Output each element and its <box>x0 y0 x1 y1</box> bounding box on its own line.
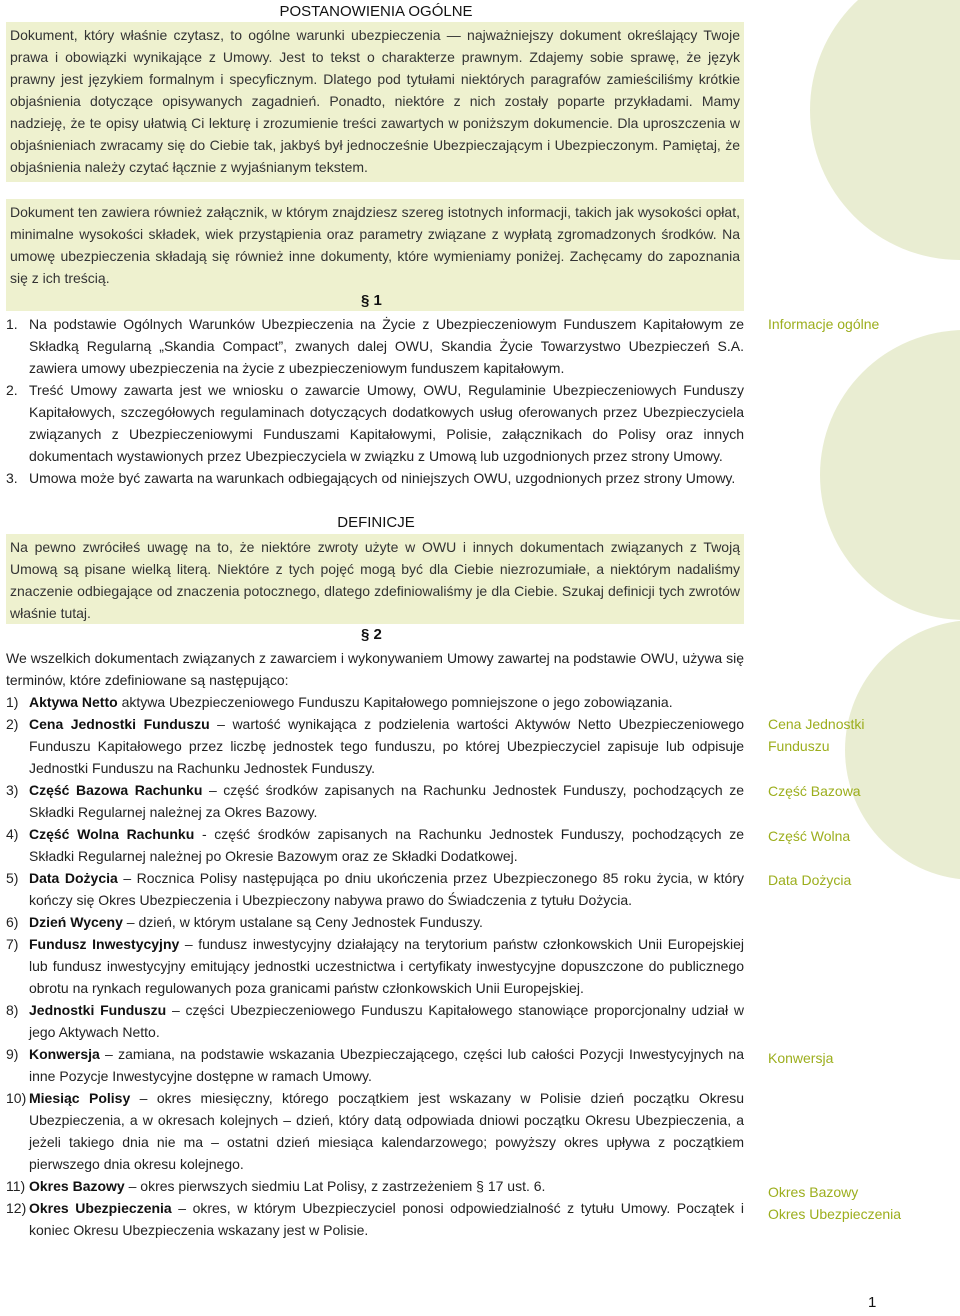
sidebar-note-okres-bazowy: Okres Bazowy <box>768 1184 859 1200</box>
definition-text: – wartość wynikająca z podzielenia wartości Aktywów Netto Ubezpieczeniowego Funduszu Kapitałowego przez liczbę jednostek tego funduszu, po której Ubezpieczyciel zapisuje lub odpisuje Jednostki Funduszu na Rachunku Jednostek Funduszy. <box>29 716 744 776</box>
definition-item <box>6 1175 744 1197</box>
definition-item <box>6 1087 744 1175</box>
paragraph-symbol-1: § 1 <box>361 292 382 309</box>
definition-item <box>6 1197 744 1241</box>
definition-number: 3) <box>6 782 19 798</box>
definition-term: Fundusz Inwestycyjny <box>29 936 180 952</box>
definition-term: Okres Bazowy <box>29 1178 125 1194</box>
definition-number: 2) <box>6 716 19 732</box>
definition-number: 8) <box>6 1002 19 1018</box>
definition-number: 10) <box>6 1090 27 1106</box>
definition-text: aktywa Ubezpieczeniowego Funduszu Kapitałowego pomniejszone o jego zobowiązania. <box>117 694 673 710</box>
item-number: 1. <box>6 316 18 332</box>
definition-text: – okres miesięczny, którego początkiem jest wskazany w Polisie dzień początku Okresu Ubezpieczenia, a w okresach kolejnych – dzień, który datą odpowiada dniowi początku Okresu Ubezpieczenia, a jeżeli takiego dnia nie ma – ostatni dzień miesiąca kalendarzowego; powyższy okres upływa z początkiem pierwszego dnia okresu kolejnego. <box>29 1090 745 1172</box>
sidebar-note-czesc-bazowa: Część Bazowa <box>768 783 861 799</box>
sidebar-note-cena-line2: Funduszu <box>768 738 830 754</box>
item-number: 3. <box>6 470 18 486</box>
definition-term: Część Bazowa Rachunku <box>29 782 203 798</box>
decorative-circle-middle <box>820 330 960 620</box>
definition-number: 5) <box>6 870 19 886</box>
definition-item <box>6 713 744 779</box>
definition-item <box>6 823 744 867</box>
definition-text: - część środków zapisanych na Rachunku Jednostek Funduszy, pochodzących ze Składki Regularnej należnej po Okresie Bazowym oraz ze Składki Dodatkowej. <box>29 826 744 864</box>
definition-term: Aktywa Netto <box>29 694 118 710</box>
definition-number: 4) <box>6 826 19 842</box>
definition-number: 7) <box>6 936 19 952</box>
explanation-text: Dokument, który właśnie czytasz, to ogólne warunki ubezpieczenia — najważniejszy dokument określający Twoje prawa i obowiązki wynikające z Umowy. Jest to tekst o charakterze prawnym. Zdajemy sobie sprawę, że język prawny jest językiem formalnym i specyficznym. Dlatego pod tytułami niektórych paragrafów zamieściliśmy krótkie objaśnienia dotyczące opisywanych zagadnień. Ponadto, niektóre z nich zostały poparte przykładami. Mamy nadzieję, że te opisy ułatwią Ci lekturę i zrozumienie treści zawartych w poniższym dokumencie. Dla uproszczenia w objaśnieniach zwracamy się do Ciebie tak, jakbyś był jednocześnie Ubezpieczającym i Ubezpieczonym. Pamiętaj, że objaśnienia należy czytać łącznie z wyjaśnianym tekstem. <box>10 27 740 175</box>
definition-text: – okres, w którym Ubezpieczyciel ponosi odpowiedzialność z tytułu Umowy. Początek i koniec Okresu Ubezpieczenia wskazany jest w Polisie. <box>29 1200 744 1238</box>
sidebar-note-okres-ubezpieczenia: Okres Ubezpieczenia <box>768 1206 902 1222</box>
definition-term: Okres Ubezpieczenia <box>29 1200 172 1216</box>
item-text: Na podstawie Ogólnych Warunków Ubezpieczenia na Życie z Ubezpieczeniowym Funduszem Kapitałowym ze Składką Regularną „Skandia Compact”, zwanych dalej OWU, Skandia Życie Towarzystwo Ubezpieczeń S.A. zawiera umowy ubezpieczenia na życie z ubezpieczeniowym funduszem kapitałowym. <box>29 316 744 376</box>
explanation-text: Dokument ten zawiera również załącznik, w którym znajdziesz szereg istotnych informacji, takich jak wysokości opłat, minimalne wysokości składek, wiek przystąpienia oraz parametry związane z wypłatą zgromadzonych środków. Na umowę ubezpieczenia składają się również inne dokumenty, które wymieniamy poniżej. Zachęcamy do zapoznania się z ich treścią. <box>10 204 740 286</box>
definition-term: Data Dożycia <box>29 870 118 886</box>
definition-text: – Rocznica Polisy następująca po dniu ukończenia przez Ubezpieczonego 85 roku życia, w który kończy się Okres Ubezpieczenia i Ubezpieczony nabywa prawo do Świadczenia z tytułu Dożycia. <box>29 870 744 908</box>
item-number: 2. <box>6 382 18 398</box>
item-text: Umowa może być zawarta na warunkach odbiegających od niniejszych OWU, uzgodnionych przez strony Umowy. <box>29 470 736 486</box>
definition-term: Konwersja <box>29 1046 100 1062</box>
definition-text: – zamiana, na podstawie wskazania Ubezpieczającego, części lub całości Pozycji Inwestycyjnych na inne Pozycje Inwestycyjne dostępne w ramach Umowy. <box>29 1046 744 1084</box>
decorative-circle-top <box>810 0 960 260</box>
list-item <box>6 313 744 379</box>
sidebar-note-data-dozycia: Data Dożycia <box>768 872 852 888</box>
decorative-circle-lower <box>845 620 960 880</box>
explanation-box-intro <box>6 22 744 182</box>
sidebar-note-czesc-wolna: Część Wolna <box>768 828 851 844</box>
definitions-intro: We wszelkich dokumentach związanych z zawarciem i wykonywaniem Umowy zawartej na podstawie OWU, używa się terminów, które zdefiniowane są następująco: <box>6 650 744 688</box>
list-item <box>6 467 744 489</box>
definition-number: 11) <box>6 1178 26 1194</box>
definition-text: – okres pierwszych siedmiu Lat Polisy, z zastrzeżeniem § 17 ust. 6. <box>124 1178 546 1194</box>
definitions-block <box>6 647 744 1241</box>
item-text: Treść Umowy zawarta jest we wniosku o zawarcie Umowy, OWU, Regulaminie Ubezpieczeniowych Funduszy Kapitałowych, szczegółowych regulaminach dotyczących dodatkowych usług oferowanych przez Ubezpieczyciela związanych z Ubezpieczeniowymi Funduszami Kapitałowymi, Polisie, załącznikach do Polisy oraz innych dokumentach wystawionych przez Ubezpieczyciela w związku z Umową lub uzgodnionych przez strony Umowy. <box>29 382 744 464</box>
page-number: 1 <box>868 1294 877 1311</box>
definition-term: Jednostki Funduszu <box>29 1002 167 1018</box>
section1-list <box>6 313 744 489</box>
definition-term: Miesiąc Polisy <box>29 1090 131 1106</box>
definition-text: – fundusz inwestycyjny działający na terytorium państw członkowskich Unii Europejskiej lub fundusz inwestycyjny emitujący jednostki uczestnictwa i certyfikaty inwestycyjne dopuszczone do publicznego obrotu na rynkach regulowanych poza granicami państw członkowskich Unii Europejskiej. <box>29 936 744 996</box>
definition-text: – część środków zapisanych na Rachunku Jednostek Funduszy, pochodzących ze Składki Regularnej należnej za Okres Bazowy. <box>29 782 744 820</box>
section-header-general: POSTANOWIENIA OGÓLNE <box>279 3 473 20</box>
definition-item <box>6 1043 744 1087</box>
definition-term: Część Wolna Rachunku <box>29 826 195 842</box>
sidebar-note-konwersja: Konwersja <box>768 1050 834 1066</box>
definition-number: 6) <box>6 914 19 930</box>
definition-number: 1) <box>6 694 19 710</box>
list-item <box>6 379 744 467</box>
definition-item <box>6 999 744 1043</box>
section-header-definitions: DEFINICJE <box>337 514 415 531</box>
definition-item <box>6 691 744 713</box>
definition-number: 12) <box>6 1200 27 1216</box>
sidebar-note-general: Informacje ogólne <box>768 316 880 332</box>
explanation-box-definitions <box>6 534 744 624</box>
definition-text: – dzień, w którym ustalane są Ceny Jednostek Funduszy. <box>122 914 483 930</box>
sidebar-note-cena-line1: Cena Jednostki <box>768 716 865 732</box>
definition-item <box>6 779 744 823</box>
definition-item <box>6 867 744 911</box>
definition-term: Cena Jednostki Funduszu <box>29 716 210 732</box>
definition-item <box>6 911 744 933</box>
explanation-text: Na pewno zwróciłeś uwagę na to, że niektóre zwroty użyte w OWU i innych dokumentach związanych z Twoją Umową są pisane wielką literą. Niektóre z tych pojęć mogą być dla Ciebie niezrozumiałe, a niektórym nadaliśmy znaczenie odbiegające od znaczenia potocznego, dlatego zdefiniowaliśmy je dla Ciebie. Szukaj definicji tych zwrotów właśnie tutaj. <box>10 539 740 621</box>
paragraph-symbol-2: § 2 <box>361 626 382 643</box>
definition-item <box>6 933 744 999</box>
definition-term: Dzień Wyceny <box>29 914 123 930</box>
definition-number: 9) <box>6 1046 19 1062</box>
definition-text: – części Ubezpieczeniowego Funduszu Kapitałowego stanowiące proporcjonalny udział w jego Aktywach Netto. <box>29 1002 744 1040</box>
